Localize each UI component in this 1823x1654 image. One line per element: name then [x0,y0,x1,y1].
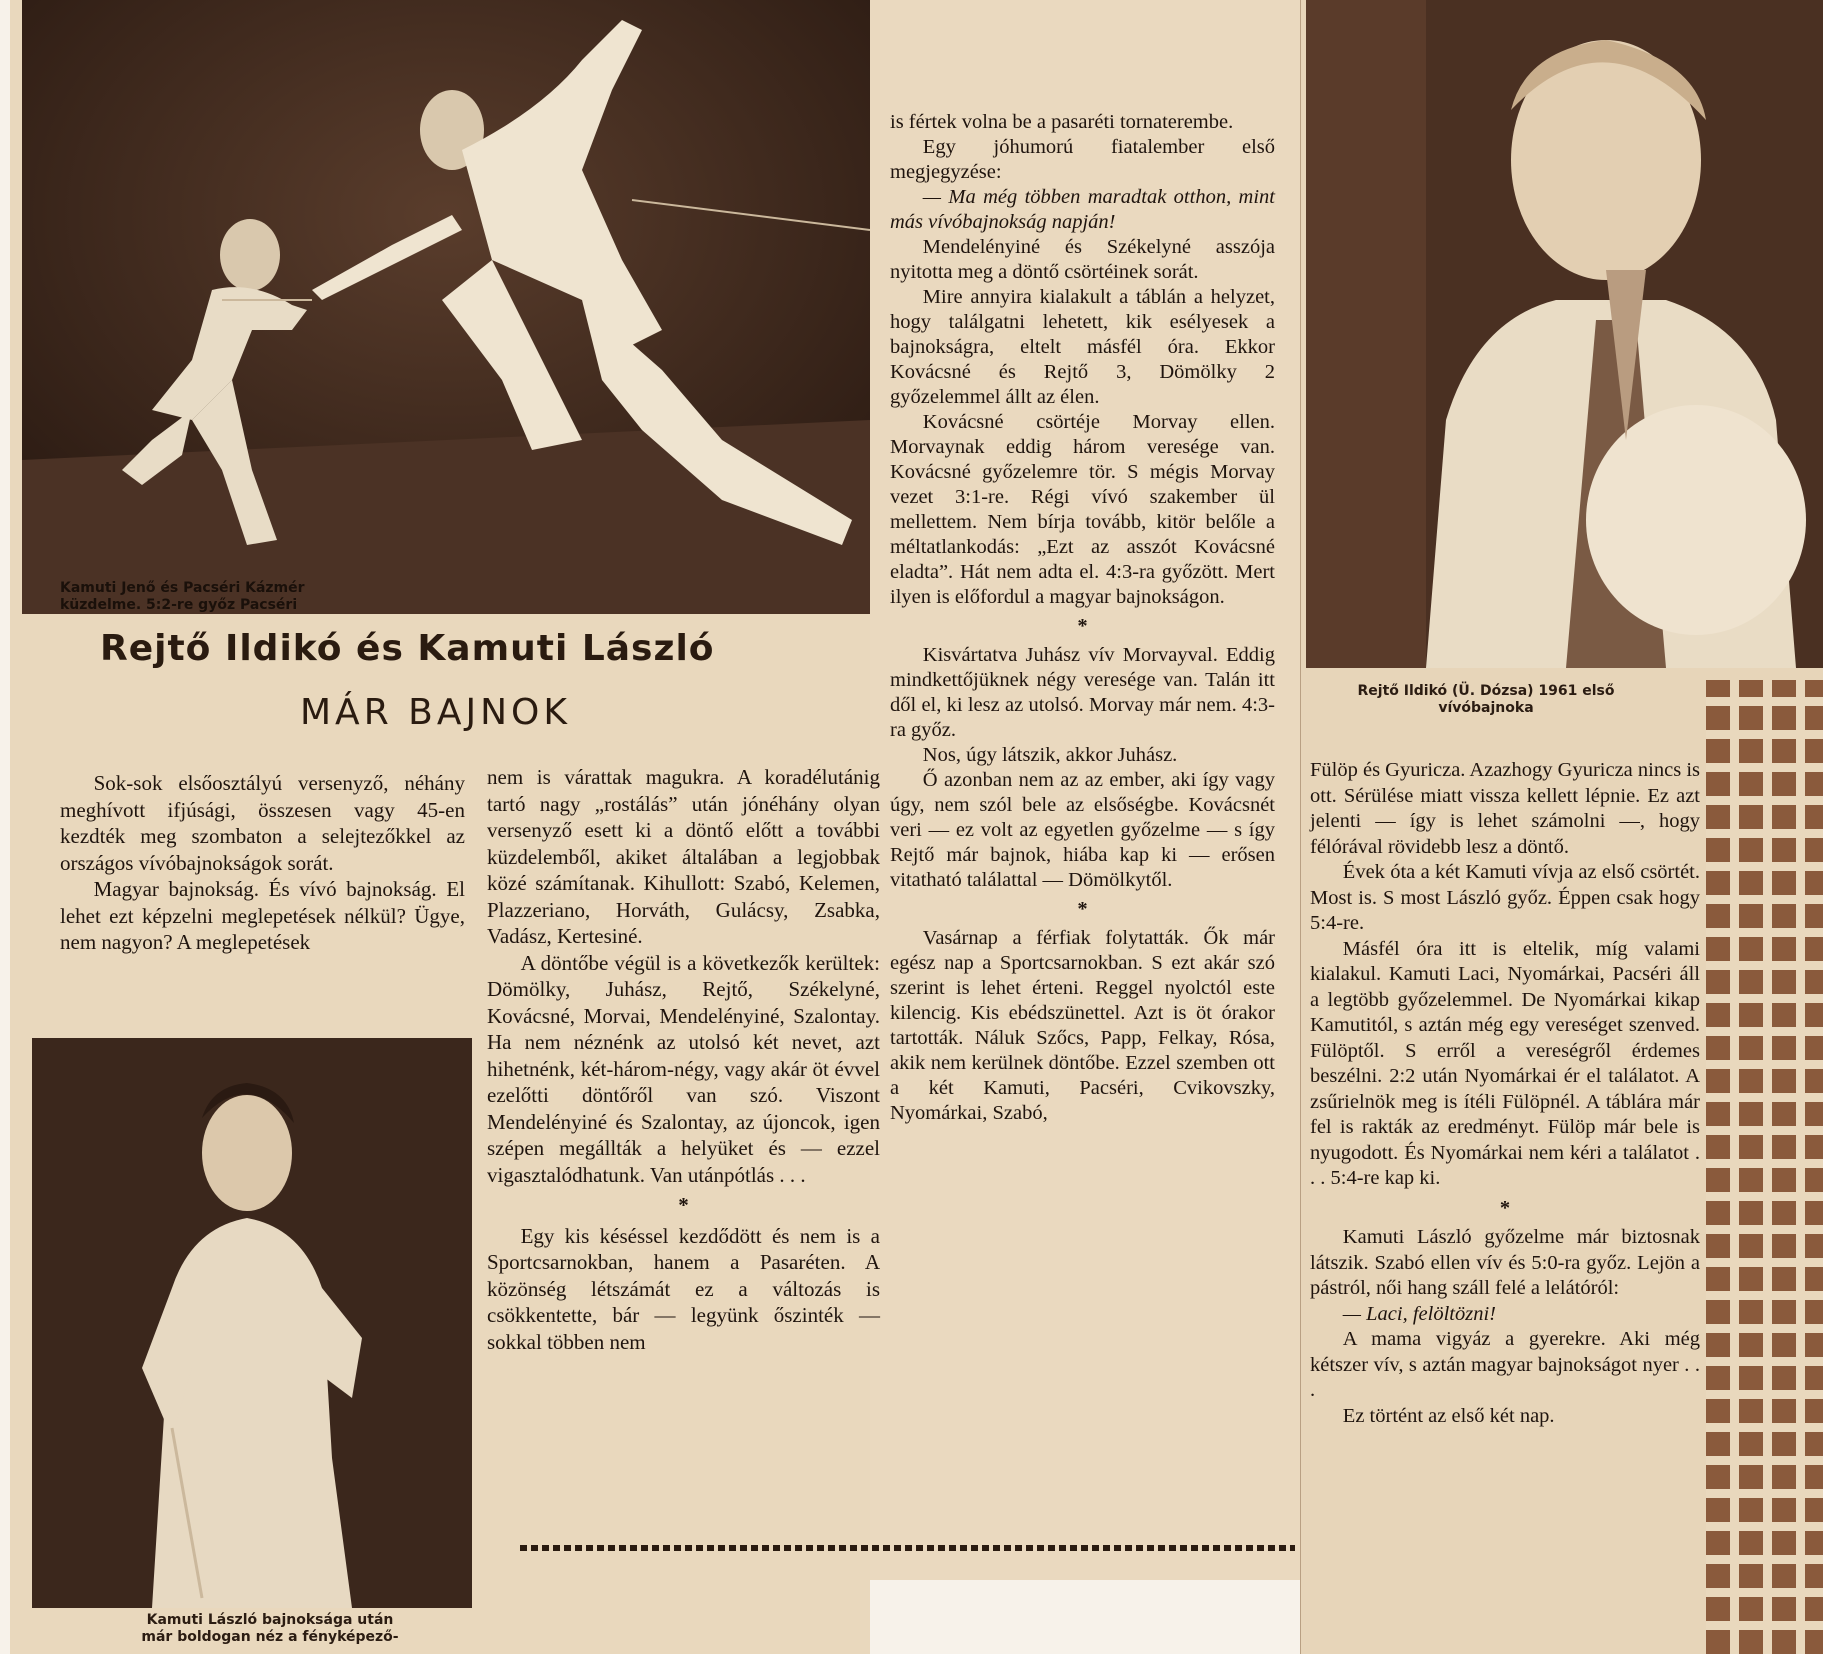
paragraph: Mire annyira kialakult a táblán a helyzet, hogy találgatni lehetett, kik esélyesek a bajnokságra, eltelt másfél óra. Ekkor Kovácsné és Rejtő 3, Dömölky 2 győzelemmel állt az élen. [890,286,1275,408]
article-column-4 [1310,758,1700,1429]
paragraph: Ez történt az első két nap. [1342,1404,1555,1427]
paragraph: Mendelényiné és Székelyné asszója nyitotta meg a döntő csörtéinek sorát. [890,236,1275,283]
section-separator: * [678,1193,689,1217]
paragraph: is fértek volna be a pasaréti tornaterembe. [890,111,1234,133]
paragraph: Másfél óra itt is eltelik, míg valami kialakul. Kamuti Laci, Nyomárkai, Pacséri áll a legtöbb győzelemmel. De Nyomárkai kikap Kamutitól, s aztán még egy vereséget szenved. Fülöptől. S erről a vereségről érdemes beszélni. 2:2 után Nyomárkai ér el találatot. A zsűrielnök meg is ítéli Fülöpnél. A táblára már fel is rakták az eredményt. Fülöp már bele is nyugodott. És Nyomárkai nem kéri a találatot . . . 5:4-re kap ki. [1310,937,1700,1189]
woman-photo-caption [1306,683,1666,717]
man-photo-caption [60,1612,480,1646]
column-divider [1300,0,1301,1654]
paragraph: A döntőbe végül is a következők kerültek: Dömölky, Juhász, Rejtő, Székelyné, Kovácsné, Morvai, Mendelényiné, Szalontay. Ha nem néznénk az utolsó két nevet, azt hihetnénk, két-három-négy, vagy akár öt évvel ezelőtti döntőről van szó. Viszont Mendelényiné és Szalontay, az újoncok, igen szépen megállták a helyüket és — ezzel vigasztalódhatunk. Van utánpótlás . . . [487,950,880,1187]
caption-line: Kamuti László bajnoksága után [146,1612,394,1628]
article-column-1 [60,770,465,956]
fencing-photo [22,0,870,614]
quote: — Ma még többen maradtak otthon, mint más vívóbajnokság napján! [890,186,1275,233]
caption-line: már boldogan néz a fényképező- [141,1629,399,1645]
paragraph: Kisvártatva Juhász vív Morvayval. Eddig mindkettőjüknek négy veresége van. Talán itt dől el, ki lesz az utolsó. Morvay már nem. 4:3-ra győz. [890,644,1275,741]
paragraph: Kovácsné csörtéje Morvay ellen. Morvaynak eddig három veresége van. Kovácsné győzelemre tör. S mégis Morvay vezet 3:1-re. Régi vívó szakember ül mellettem. Nem bírja tovább, kitör belőle a méltatlankodás: „Ezt az asszót Kovácsné eladta”. Hát nem adta el. 4:3-ra győzött. Mert ilyen is előfordul a magyar bajnokságon. [890,411,1275,608]
paragraph: Sok-sok elsőosztályú versenyző, néhány meghívott ifjúsági, összesen vagy 45-en kezdték meg szombaton a selejtezőkkel az országos vívóbajnokságok sorát. [60,771,465,875]
caption-line: küzdelme. 5:2-re győz Pacséri [60,597,298,613]
article-column-3 [890,110,1275,1126]
headline: Rejtő Ildikó és Kamuti László [100,628,715,669]
man-portrait-photo [32,1038,472,1608]
paragraph: Fülöp és Gyuricza. Azazhogy Gyuricza nincs is ott. Sérülése miatt vissza kellett lépnie. Ez azt jelenti — így is lehet számolni —, hogy félórával rövidebb lesz a döntő. [1310,759,1700,858]
quote: — Laci, felöltözni! [1342,1302,1496,1325]
caption-line: vívóbajnoka [1438,700,1534,716]
section-separator: * [1077,615,1088,637]
section-separator: * [1499,1196,1511,1219]
paragraph: Nos, úgy látszik, akkor Juhász. [922,744,1178,766]
woman-portrait-photo [1306,0,1823,668]
fencing-photo-caption [60,580,490,614]
paragraph: A mama vigyáz a gyerekre. Aki még kétszer vív, s aztán magyar bajnokságot nyer . . . [1310,1328,1700,1401]
decorative-grid-pattern [1706,680,1823,1654]
article-column-2 [487,764,880,1355]
paragraph: Kamuti László győzelme már biztosnak látszik. Szabó ellen vív és 5:0-ra győz. Lejön a pástról, női hang száll felé a lelátóról: [1310,1226,1700,1299]
dotted-rule [520,1545,1295,1551]
caption-line: Kamuti Jenő és Pacséri Kázmér [60,580,305,596]
paragraph: Ő azonban nem az az ember, aki így vagy úgy, nem szól bele az elsőségbe. Kovácsnét veri — ez volt az egyetlen győzelme — s így Rejtő már bajnok, hiába kap ki — erősen vitatható találattal — Dömölkytől. [890,769,1275,891]
paragraph: Magyar bajnokság. És vívó bajnokság. El lehet ezt képzelni meglepetések nélkül? Ügye, nem nagyon? A meglepetések [60,877,465,954]
section-separator: * [1077,898,1088,920]
paragraph: nem is várattak magukra. A koradélutánig tartó nagy „rostálás” után jónéhány olyan versenyző esett ki a döntő előtt a további küzdelemből, akiket általában a legjobbak közé számítanak. Kihullott: Szabó, Kelemen, Plazzeriano, Horváth, Gulácsy, Zsabka, Vadász, Kertesiné. [487,765,880,948]
subheadline: MÁR BAJNOK [300,692,571,733]
paragraph: Egy kis késéssel kezdődött és nem is a Sportcsarnokban, hanem a Pasaréten. A közönség létszámát ez a változás is csökkentette, bár — legyünk őszinték — sokkal többen nem [487,1223,880,1354]
paragraph: Egy jóhumorú fiatalember első megjegyzése: [890,136,1275,183]
caption-line: Rejtő Ildikó (Ü. Dózsa) 1961 első [1357,683,1615,699]
paragraph: Évek óta a két Kamuti vívja az első csörtét. Most is. S most László győz. Éppen csak hogy 5:4-re. [1310,861,1700,934]
paragraph: Vasárnap a férfiak folytatták. Ők már egész nap a Sportcsarnokban. S ezt akár szó szerint is lehet érteni. Reggel nyolctól este kilencig. Kis ebédszünettel. Azt is öt órakor tartották. Náluk Szőcs, Papp, Felkay, Rósa, akik nem kerülnek döntőbe. Ezzel szemben ott a két Kamuti, Pacséri, Cvikovszky, Nyomárkai, Szabó, [890,927,1275,1124]
